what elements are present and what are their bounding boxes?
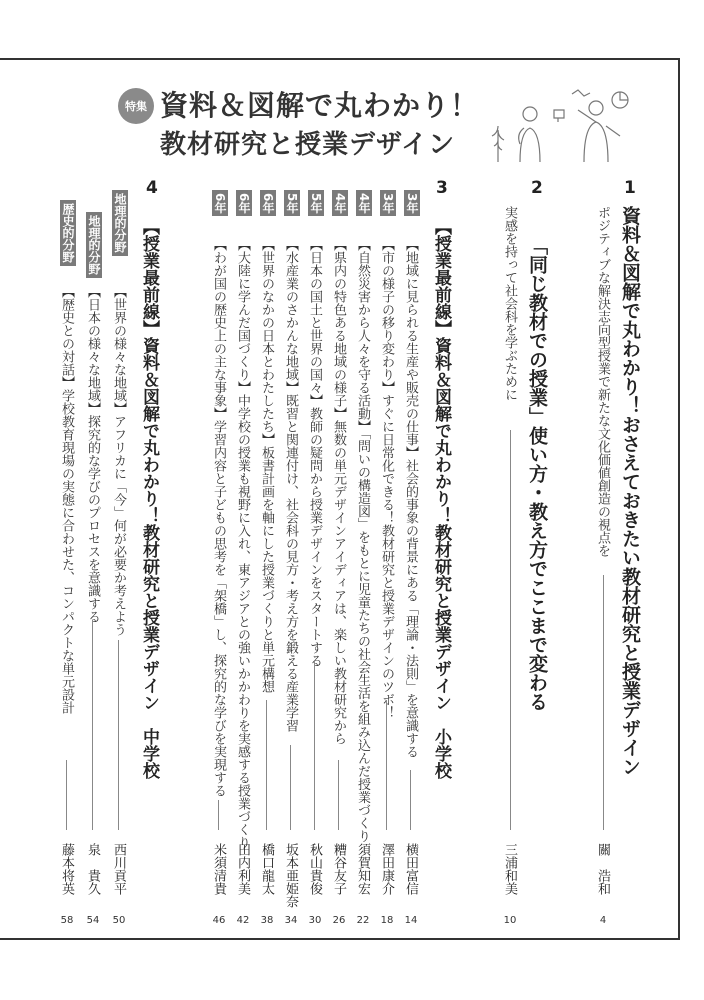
- grade-tag: 6年: [260, 190, 276, 216]
- toc-entry: 【自然災害から人々を守る活動】「問いの構造図」をもとに児童たちの社会生活を組み込んだ授業づくり: [355, 238, 370, 843]
- section-subtitle: 実感を持って社会科を学ぶために: [502, 206, 517, 401]
- feature-badge: [118, 88, 154, 124]
- leader-line: [410, 770, 411, 830]
- field-tag: 歴史的分野: [60, 200, 76, 266]
- toc-entry: 【世界のなかの日本とわたしたち】板書計画を軸にした授業づくりと単元構想: [259, 238, 274, 693]
- leader-line: [290, 745, 291, 830]
- title-line-2: 教材研究と授業デザイン: [160, 130, 456, 160]
- field-tag: 地理的分野: [86, 212, 102, 278]
- page-number: 18: [380, 915, 394, 926]
- author: 三浦和美: [502, 843, 517, 895]
- grade-tag: 4年: [356, 190, 372, 216]
- leader-line: [510, 430, 511, 830]
- grade-tag: 3年: [404, 190, 420, 216]
- page-number: 38: [260, 915, 274, 926]
- title-line-1: 資料＆図解で丸わかり！: [160, 89, 480, 122]
- grade-tag: 5年: [308, 190, 324, 216]
- page-number: 22: [356, 915, 370, 926]
- section-subtitle: ポジティブな解決志向型授業で新たな文化価値創造の視点を: [595, 206, 610, 557]
- author: 藤本将英: [59, 843, 74, 895]
- author: 横田富信: [403, 843, 418, 895]
- leader-line: [603, 575, 604, 830]
- grade-tag: 6年: [236, 190, 252, 216]
- grade-tag: 5年: [284, 190, 300, 216]
- page-number: 58: [60, 915, 74, 926]
- author: 田内利美: [235, 843, 250, 895]
- author: 西川貢平: [111, 843, 126, 895]
- page-number: 26: [332, 915, 346, 926]
- page-number: 10: [503, 915, 517, 926]
- page-number: 42: [236, 915, 250, 926]
- toc-entry: 【日本の様々な地域】探究的な学びのプロセスを意識する: [85, 285, 100, 623]
- leader-line: [118, 640, 119, 830]
- author: 須賀知宏: [355, 843, 370, 895]
- teachers-illustration: [484, 84, 634, 164]
- page-number: 46: [212, 915, 226, 926]
- toc-entry: 【世界の様々な地域】アフリカに「今」何が必要か考えよう: [111, 285, 126, 636]
- toc-entry: 【わが国の歴史上の主な事象】学習内容と子どもの思考を「架橋」し、探究的な学びを実現する: [211, 238, 226, 797]
- section-heading: 【授業最前線】資料＆図解で丸わかり！教材研究と授業デザイン 中学校: [139, 218, 159, 779]
- author: 糟谷友子: [331, 843, 346, 895]
- section-number: 3: [436, 178, 448, 198]
- toc-entry: 【日本の国土と世界の国々】教師の疑問から授業デザインをスタートする: [307, 238, 322, 667]
- page-number: 34: [284, 915, 298, 926]
- page-number: 30: [308, 915, 322, 926]
- author: 澤田康介: [379, 843, 394, 895]
- page-number: 4: [599, 915, 607, 926]
- field-tag: 地理的分野: [112, 190, 128, 256]
- feature-badge-label: 特集: [125, 99, 147, 113]
- grade-tag: 3年: [380, 190, 396, 216]
- section-number: 1: [624, 178, 636, 198]
- author: 米須清貴: [211, 843, 226, 895]
- leader-line: [338, 760, 339, 830]
- author: 關 浩和: [595, 843, 610, 895]
- section-number: 2: [531, 178, 543, 198]
- page-number: 14: [404, 915, 418, 926]
- grade-tag: 4年: [332, 190, 348, 216]
- leader-line: [266, 700, 267, 830]
- page-number: 50: [112, 915, 126, 926]
- toc-entry: 【歴史との対話】学校教育現場の実態に合わせた、コンパクトな単元設計: [59, 285, 74, 714]
- leader-line: [386, 700, 387, 830]
- toc-entry: 【水産業のさかんな地域】既習と関連付け、社会科の見方・考え方を鍛える産業学習: [283, 238, 298, 732]
- author: 坂本亜姫奈: [283, 843, 298, 908]
- leader-line: [218, 800, 219, 830]
- toc-entry: 【市の様子の移り変わり】すぐに日常化できる！教材研究と授業デザインのツボ！: [379, 238, 394, 719]
- section-number: 4: [146, 178, 158, 198]
- grade-tag: 6年: [212, 190, 228, 216]
- section-heading: 「同じ教材での授業」使い方・教え方でここまで変わる: [526, 236, 548, 711]
- leader-line: [92, 620, 93, 830]
- author: 秋山貴俊: [307, 843, 322, 895]
- toc-entry: 【県内の特色ある地域の様子】無数の単元デザインアイディアは、楽しい教材研究から: [331, 238, 346, 745]
- section-heading: 資料＆図解で丸わかり！おさえておきたい教材研究と授業デザイン: [619, 206, 641, 776]
- leader-line: [66, 760, 67, 830]
- page-number: 54: [86, 915, 100, 926]
- toc-entry: 【地域に見られる生産や販売の仕事】社会的事象の背景にある「理論・法則」を意識する: [403, 238, 418, 758]
- author: 橋口龍太: [259, 843, 274, 895]
- section-heading: 【授業最前線】資料＆図解で丸わかり！教材研究と授業デザイン 小学校: [431, 218, 451, 779]
- author: 泉 貴久: [85, 843, 100, 895]
- toc-entry: 【大陸に学んだ国づくり】中学校の授業も視野に入れ、東アジアとの強いかかわりを実感する授業づくり: [235, 238, 250, 849]
- leader-line: [314, 660, 315, 830]
